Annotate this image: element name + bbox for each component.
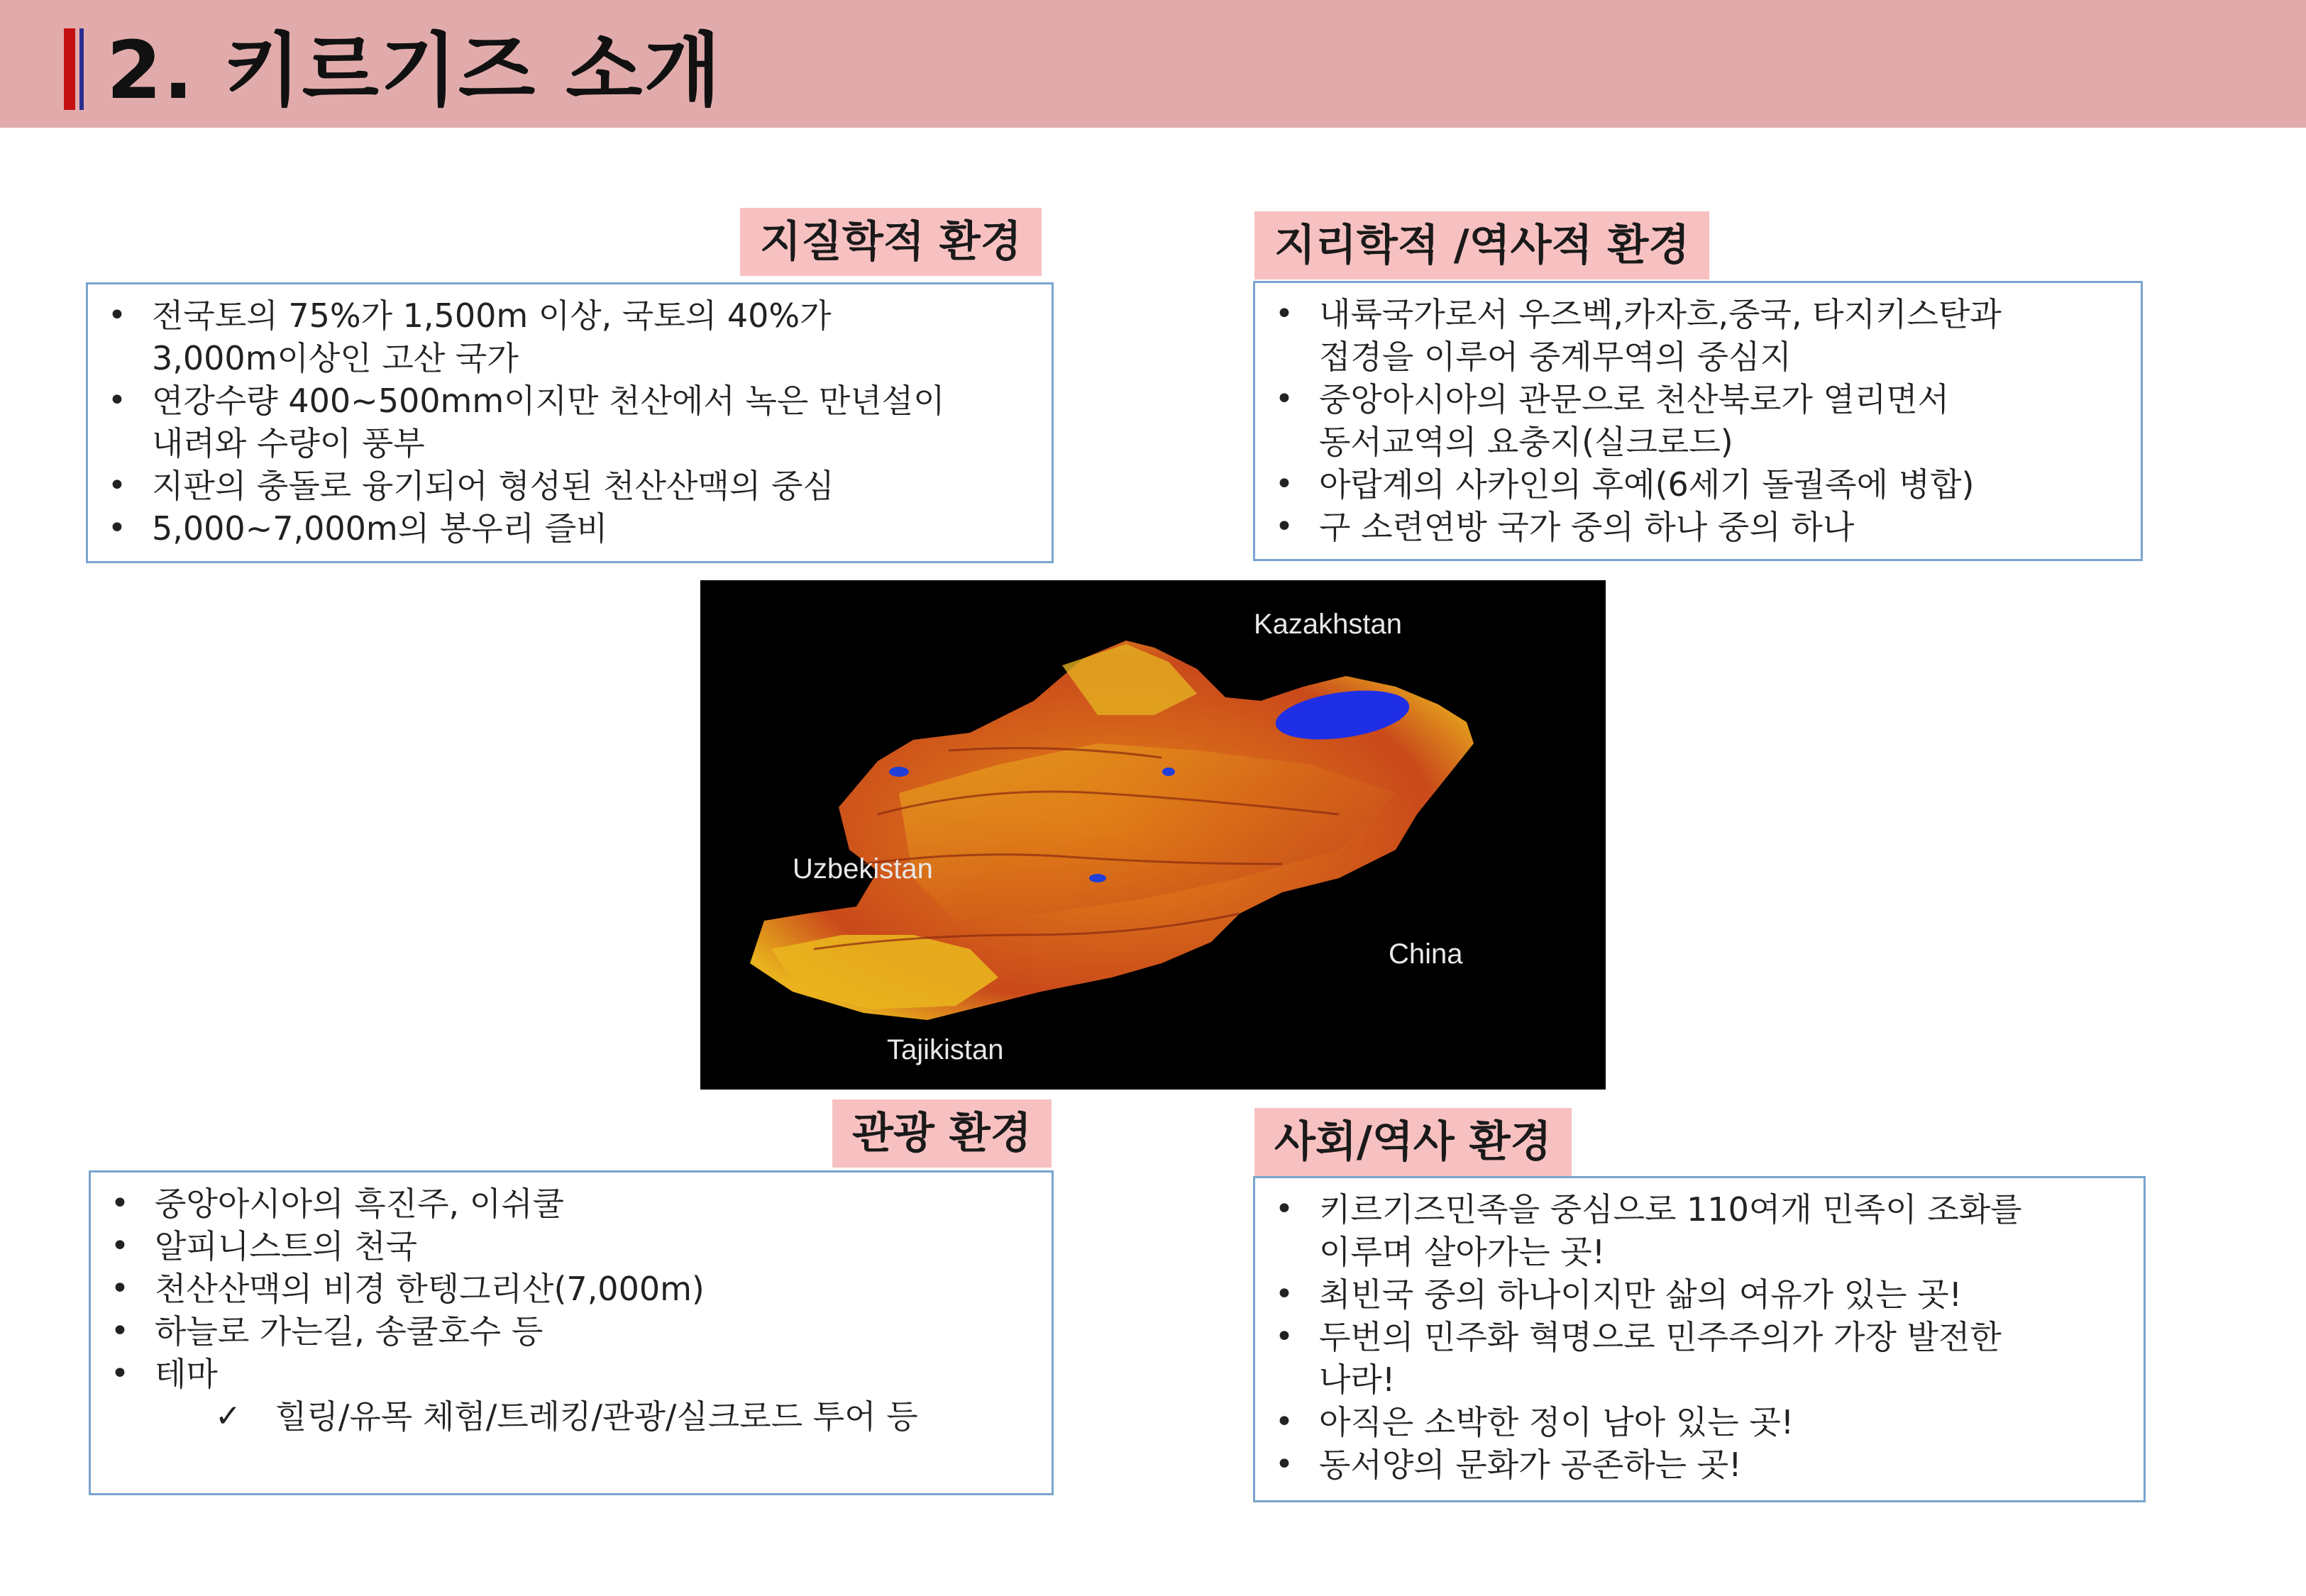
geography-item: • 아랍계의 사카인의 후예(6세기 돌궐족에 병합) [1255, 463, 2141, 506]
map-label-uzbekistan: Uzbekistan [793, 853, 933, 885]
tourism-item: • 테마 [91, 1353, 1052, 1395]
tourism-box [89, 1170, 1054, 1495]
society-item-continued: 이루며 살아가는 곳! [1319, 1233, 1606, 1271]
header-bar [0, 0, 2306, 128]
society-item: • 최빈국 중의 하나이지만 삶의 여유가 있는 곳! [1255, 1273, 2144, 1316]
society-item: • 아직은 소박한 정이 남아 있는 곳! [1255, 1401, 2144, 1443]
map-label-tajikistan: Tajikistan [887, 1034, 1004, 1065]
geography-item-continued: 동서교역의 요충지(실크로드) [1319, 423, 1733, 461]
society-item-continued: 나라! [1319, 1361, 1396, 1399]
geography-item-continued: 접경을 이루어 중계무역의 중심지 [1319, 338, 1792, 376]
title-marker-red [64, 28, 75, 110]
society-item: • 키르기즈민족을 중심으로 110여개 민족이 조화를 [1255, 1188, 2144, 1231]
geography-item: • 구 소련연방 국가 중의 하나 중의 하나 [1255, 506, 2141, 548]
geology-item: • 연강수량 400~500mm이지만 천산에서 녹은 만년설이 [88, 379, 1052, 422]
geology-item: • 지판의 충돌로 융기되어 형성된 천산산맥의 중심 [88, 465, 1052, 507]
geography-item: • 중앙아시아의 관문으로 천산북로가 열리면서 [1255, 378, 2141, 421]
relief-map-image [700, 580, 1606, 1090]
geology-item-continued: 3,000m이상인 고산 국가 [152, 339, 519, 377]
society-box [1253, 1176, 2146, 1502]
title-marker-blue [79, 28, 84, 110]
tourism-item: • 하늘로 가는길, 송쿨호수 등 [91, 1310, 1052, 1353]
tourism-item: • 천산산맥의 비경 한텡그리산(7,000m) [91, 1268, 1052, 1310]
tourism-label: 관광 환경 [832, 1099, 1052, 1168]
geology-box [86, 282, 1054, 563]
tourism-item: • 중앙아시아의 흑진주, 이쉬쿨 [91, 1182, 1052, 1225]
society-label: 사회/역사 환경 [1254, 1108, 1572, 1176]
geography-box [1253, 281, 2143, 561]
map-label-china: China [1389, 938, 1463, 970]
page-title: 2. 키르기즈 소개 [106, 25, 722, 117]
map-label-kazakhstan: Kazakhstan [1254, 609, 1403, 640]
tourism-subitem: ✓ 힐링/유목 체험/트레킹/관광/실크로드 투어 등 [91, 1395, 1052, 1438]
geology-item: • 5,000~7,000m의 봉우리 즐비 [88, 507, 1052, 550]
geology-item-continued: 내려와 수량이 풍부 [152, 424, 425, 462]
geology-label: 지질학적 환경 [740, 208, 1042, 276]
geography-item: • 내륙국가로서 우즈벡,카자흐,중국, 타지키스탄과 [1255, 293, 2141, 336]
kyrgyzstan-map [700, 580, 1606, 1090]
geology-item: • 전국토의 75%가 1,500m 이상, 국토의 40%가 [88, 294, 1052, 337]
geography-label: 지리학적 /역사적 환경 [1254, 211, 1709, 279]
society-item: • 동서양의 문화가 공존하는 곳! [1255, 1443, 2144, 1486]
tourism-item: • 알피니스트의 천국 [91, 1225, 1052, 1268]
society-item: • 두번의 민주화 혁명으로 민주주의가 가장 발전한 [1255, 1316, 2144, 1358]
